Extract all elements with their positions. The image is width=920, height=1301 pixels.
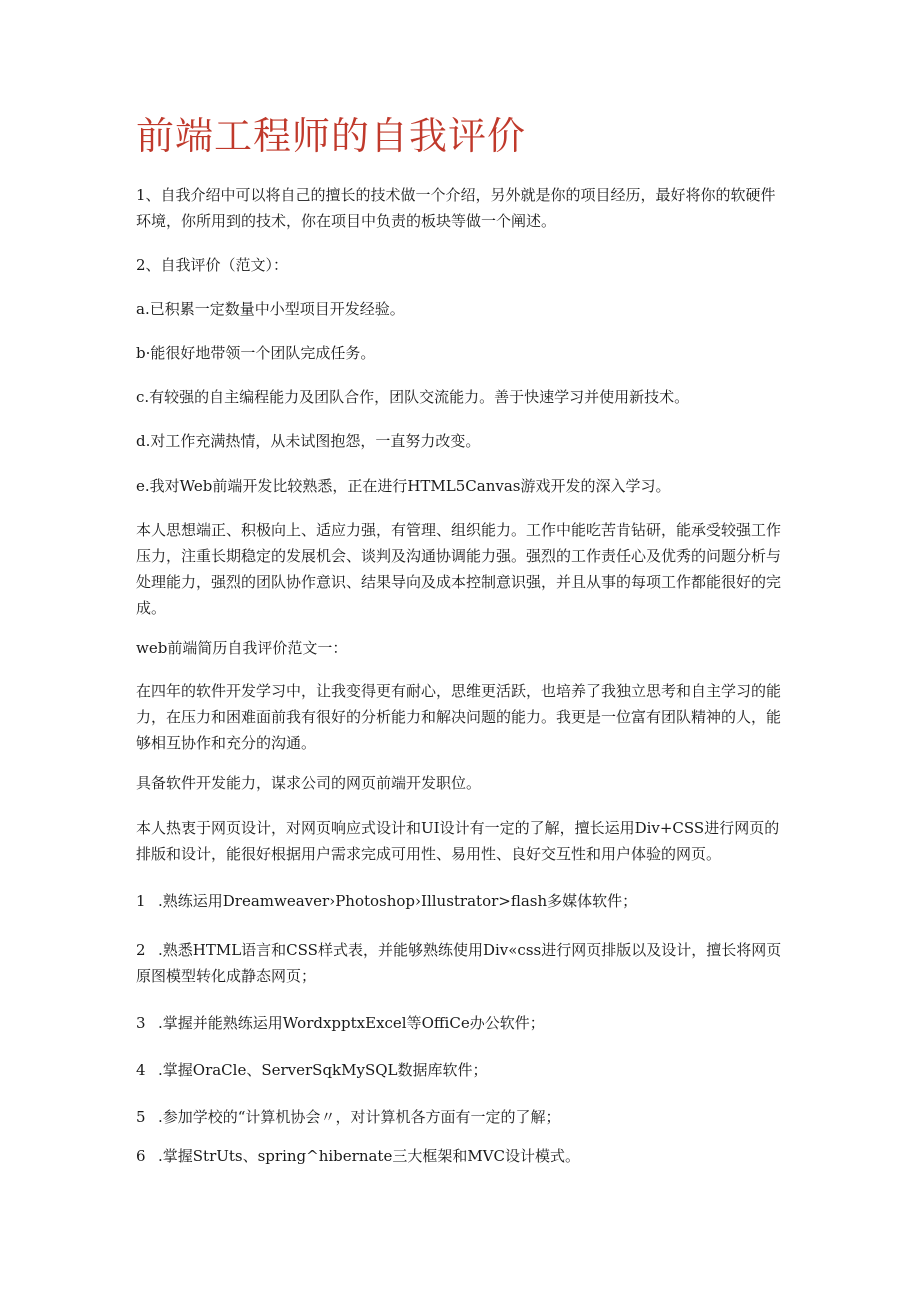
skill-item-3 [136,1010,786,1036]
skill-number: 6 [136,1147,146,1165]
skill-number: 3 [136,1014,146,1032]
skill-number: 5 [136,1108,146,1126]
skill-text: .掌握OraCle、ServerSqkMySQL数据库软件； [158,1061,488,1079]
skill-number: 1 [136,892,146,910]
seek-paragraph: 具备软件开发能力，谋求公司的网页前端开发职位。 [136,774,482,792]
skill-number: 4 [136,1061,146,1079]
skill-number: 2 [136,941,146,959]
section2-heading: 2、自我评价（范文）： [136,256,289,274]
sample-heading: web前端简历自我评价范文一： [136,639,348,657]
list-item-d: d.对工作充满热情，从未试图抱怨，一直努力改变。 [136,432,481,450]
skill-item-2 [136,937,786,989]
four-years-paragraph: 在四年的软件开发学习中，让我变得更有耐心，思维更活跃，也培养了我独立思考和自主学习的能力，在压力和困难面前我有很好的分析能力和解决问题的能力。我更是一位富有团队精神的人，能够相互协作和充分的沟通。 [136,682,782,752]
skill-item-4 [136,1057,786,1083]
skill-text: .参加学校的“计算机协会〃，对计算机各方面有一定的了解； [158,1108,561,1126]
skill-item-6 [136,1143,786,1169]
page-title: 前端工程师的自我评价 [136,114,527,158]
intro-paragraph: 1、自我介绍中可以将自己的擅长的技术做一个介绍，另外就是你的项目经历，最好将你的软硬件环境，你所用到的技术，你在项目中负责的板块等做一个阐述。 [136,186,776,230]
skill-item-5 [136,1104,786,1130]
skill-text: .掌握并能熟练运用WordxpptxExcel等OffiCe办公软件； [158,1014,545,1032]
skill-text: .熟悉HTML语言和CSS样式表，并能够熟练使用Div«css进行网页排版以及设计，擅长将网页原图模型转化成静态网页； [136,941,782,985]
list-item-e: e.我对Web前端开发比较熟悉，正在进行HTML5Canvas游戏开发的深入学习。 [136,477,671,495]
design-paragraph: 本人热衷于网页设计，对网页响应式设计和UI设计有一定的了解，擅长运用Div+CSS进行网页的排版和设计，能很好根据用户需求完成可用性、易用性、良好交互性和用户体验的网页。 [136,819,780,863]
skill-item-1 [136,888,786,914]
skill-text: .熟练运用Dreamweaver›Photoshop›Illustrator>flash多媒体软件； [158,892,638,910]
list-item-b: b·能很好地带领一个团队完成任务。 [136,344,376,362]
personal-paragraph: 本人思想端正、积极向上、适应力强，有管理、组织能力。工作中能吃苦肯钻研，能承受较强工作压力，注重长期稳定的发展机会、谈判及沟通协调能力强。强烈的工作责任心及优秀的问题分析与处理能力，强烈的团队协作意识、结果导向及成本控制意识强，并且从事的每项工作都能很好的完成。 [136,521,782,617]
list-item-a: a.已积累一定数量中小型项目开发经验。 [136,300,405,318]
list-item-c: c.有较强的自主编程能力及团队合作，团队交流能力。善于快速学习并使用新技术。 [136,388,690,406]
skill-text: .掌握StrUts、spring^hibernate三大框架和MVC设计模式。 [158,1147,580,1165]
